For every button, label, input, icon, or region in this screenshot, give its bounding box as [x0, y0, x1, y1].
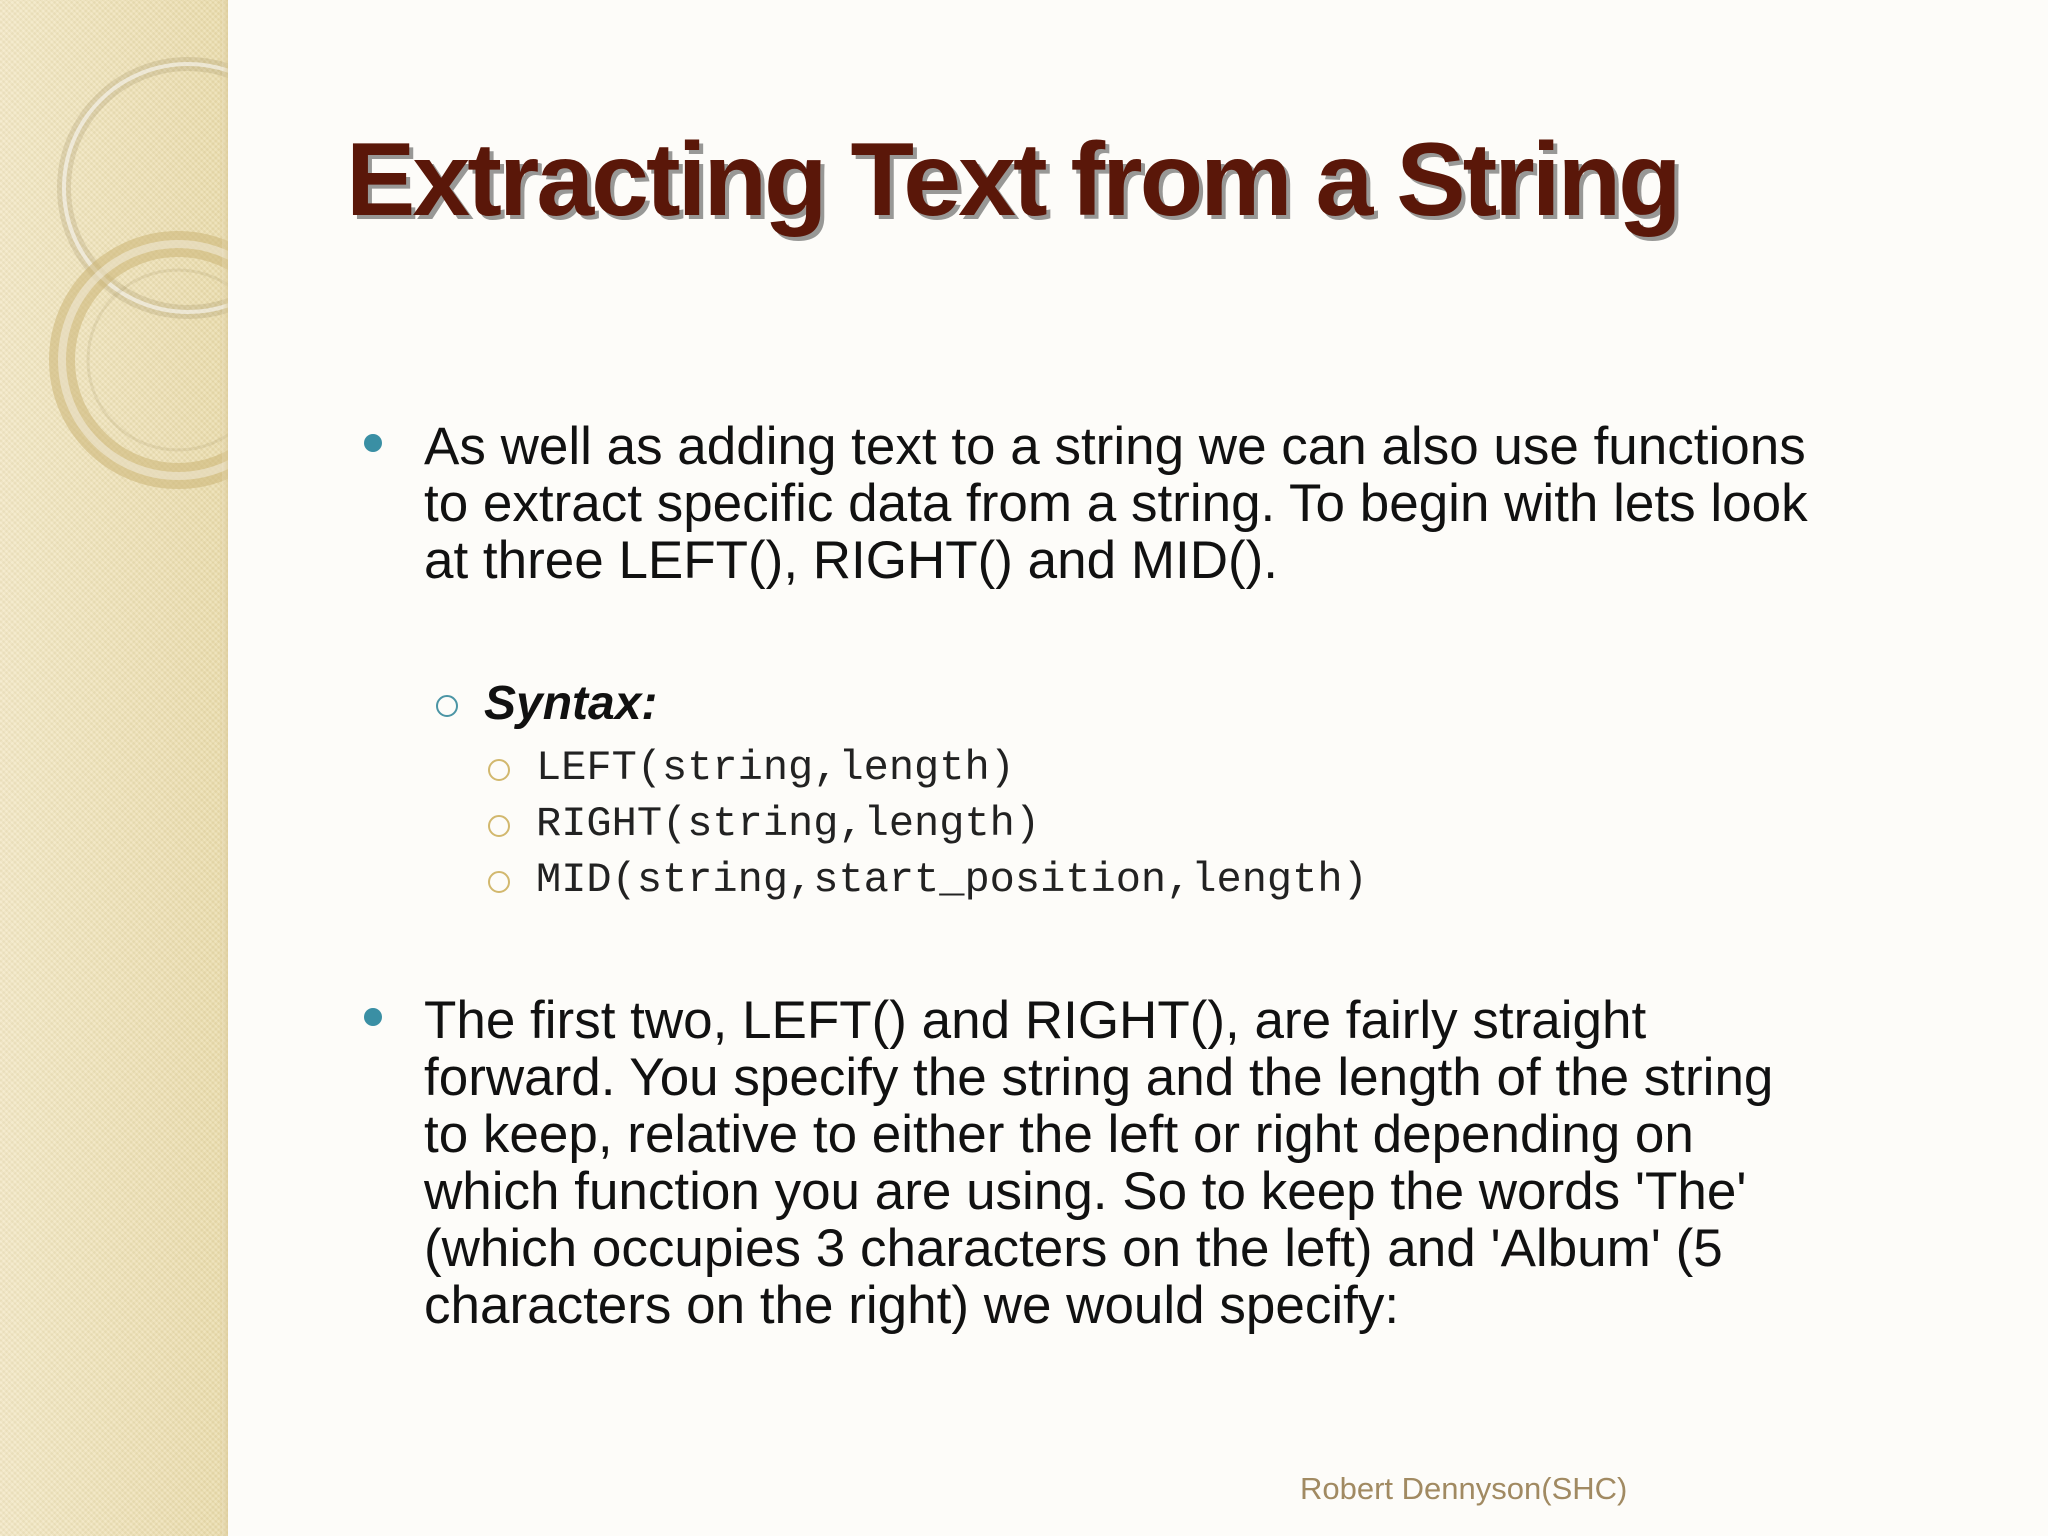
slide-title: Extracting Text from a String: [346, 122, 1679, 238]
primary-bullet-icon: [364, 1008, 382, 1026]
slide-footer: Robert Dennyson(SHC): [1300, 1471, 1628, 1506]
syntax-item-left: [488, 740, 1588, 796]
explanation-paragraph: The first two, LEFT() and RIGHT(), are fairly straight forward. You specify the string and the length of the string to keep, relative to either the left or right depending on which function you are using. So to keep the words 'The' (which occupies 3 characters on the left) and 'Album' (5 characters on the right) we would specify:: [424, 991, 1774, 1335]
syntax-item-bullet-icon: [488, 759, 510, 781]
syntax-item-bullet-icon: [488, 815, 510, 837]
syntax-code-left: LEFT(string,length): [536, 744, 1015, 792]
intro-paragraph: As well as adding text to a string we can also use functions to extract specific data from a string. To begin with lets look at three LEFT(), RIGHT() and MID().: [424, 417, 1808, 590]
syntax-item-right: [488, 796, 1588, 852]
syntax-label: Syntax:: [484, 677, 658, 730]
syntax-code-right: RIGHT(string,length): [536, 800, 1041, 848]
ring-decoration-icon: [0, 0, 228, 520]
syntax-list: [488, 740, 1588, 908]
primary-bullet-icon: [364, 434, 382, 452]
decorative-sidebar: [0, 0, 228, 1536]
syntax-item-bullet-icon: [488, 871, 510, 893]
syntax-bullet-icon: [436, 695, 458, 717]
syntax-item-mid: [488, 852, 1588, 908]
syntax-code-mid: MID(string,start_position,length): [536, 856, 1368, 904]
